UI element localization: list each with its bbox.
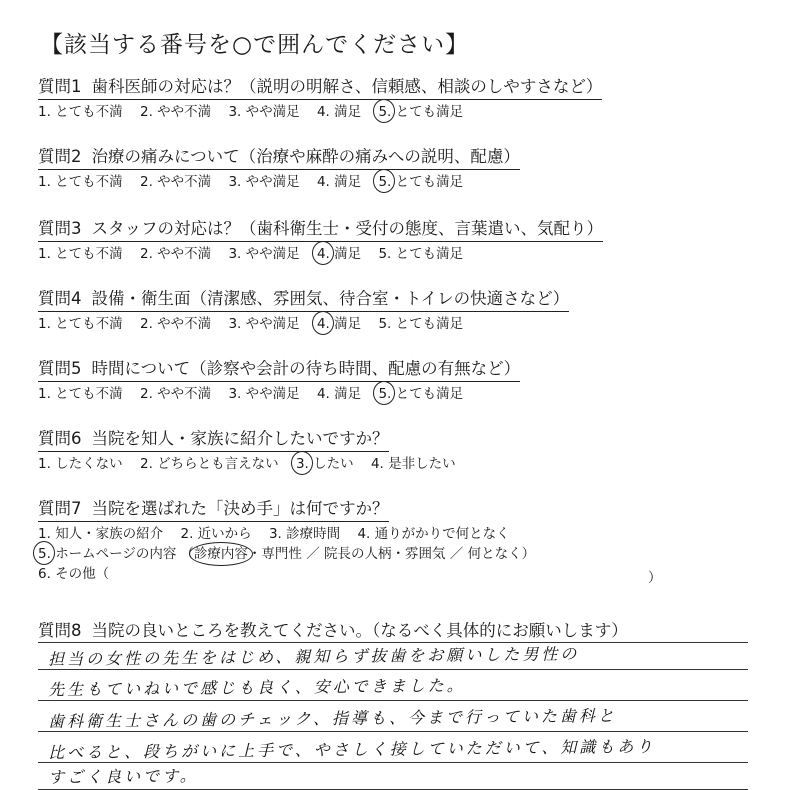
options-row	[38, 172, 738, 192]
question-number: 質問8	[38, 621, 82, 640]
option-1[interactable]: 1. したくない	[38, 456, 123, 472]
question-number: 質問4	[38, 289, 82, 308]
question-text: 歯科医師の対応は？（説明の明解さ、信頼感、相談のしやすさなど）	[91, 77, 603, 96]
option-4[interactable]: 4. 満足	[316, 104, 362, 120]
question-heading	[38, 76, 602, 100]
option-1[interactable]: 1. とても不満	[38, 174, 123, 190]
option-5[interactable]: 5. とても満足	[378, 316, 464, 332]
question-1	[38, 76, 738, 122]
option-2[interactable]: 2. どちらとも言えない	[139, 456, 279, 472]
option-3[interactable]: 3. 診療時間	[268, 526, 341, 542]
option-4[interactable]: 4. 満足	[316, 174, 362, 190]
question-number: 質問2	[38, 147, 82, 166]
options-row	[38, 454, 738, 474]
question-heading	[38, 218, 603, 242]
options-row-2	[38, 544, 738, 564]
handwriting-line: 比べると、段ちがいに上手で、やさしく接していただいて、知識もあり	[47, 736, 656, 763]
question-number: 質問7	[38, 499, 82, 518]
question-2	[38, 146, 738, 192]
question-3	[38, 218, 738, 264]
option-3[interactable]: 3. やや満足	[228, 386, 300, 402]
options-row	[38, 384, 738, 404]
option-1[interactable]: 1. とても不満	[38, 104, 123, 120]
options-row	[38, 244, 738, 264]
question-number: 質問6	[38, 429, 82, 448]
option-2[interactable]: 2. やや不満	[139, 316, 212, 332]
option-1[interactable]: 1. 知人・家族の紹介	[38, 526, 164, 542]
question-number: 質問1	[38, 77, 82, 96]
question-8	[38, 620, 738, 643]
options-row	[38, 102, 738, 122]
handwriting-line: 先生もていねいで感じも良く、安心できました。	[47, 675, 466, 700]
question-text: 時間について（診察や会計の待ち時間、配慮の有無など）	[91, 359, 521, 378]
handwriting-line: すごく良いです。	[47, 766, 199, 787]
option-2[interactable]: 2. やや不満	[139, 386, 212, 402]
option-4-selected[interactable]: 4. 満足	[316, 246, 362, 262]
option-1[interactable]: 1. とても不満	[38, 316, 123, 332]
option-4[interactable]: 4. 是非したい	[370, 456, 456, 472]
options-row-1	[38, 524, 738, 544]
question-text: 当院を選ばれた「決め手」は何ですか？	[91, 499, 389, 518]
question-heading	[38, 358, 520, 382]
free-text-answer[interactable]	[38, 644, 748, 790]
question-text: 設備・衛生面（清潔感、雰囲気、待合室・トイレの快適さなど）	[91, 289, 570, 308]
question-5	[38, 358, 738, 404]
answer-line	[38, 763, 748, 790]
option-5-selected[interactable]: 5. とても満足	[378, 386, 464, 402]
question-heading	[38, 288, 569, 312]
question-4	[38, 288, 738, 334]
question-number: 質問3	[38, 219, 82, 238]
option-3[interactable]: 3. やや満足	[228, 104, 300, 120]
answer-line	[38, 701, 748, 732]
option-4[interactable]: 4. 満足	[316, 386, 362, 402]
question-heading	[38, 146, 520, 170]
answer-line	[38, 642, 748, 670]
option-3[interactable]: 3. やや満足	[228, 174, 300, 190]
question-text: 当院を知人・家族に紹介したいですか？	[91, 429, 389, 448]
option-6-other[interactable]: 6. その他（	[38, 566, 110, 582]
question-number: 質問5	[38, 359, 82, 378]
answer-line	[38, 670, 748, 701]
option-5-selected[interactable]: 5. とても満足	[378, 174, 464, 190]
option-3[interactable]: 3. やや満足	[228, 246, 300, 262]
paren-open: （	[180, 546, 194, 562]
question-6	[38, 428, 738, 474]
option-5-selected[interactable]: 5. ホームページの内容	[38, 546, 177, 562]
handwriting-line: 歯科衛生士さんの歯のチェック、指導も、今まで行っていた歯科と	[47, 706, 617, 731]
question-text: スタッフの対応は？（歯科衛生士・受付の態度、言葉遣い、気配り）	[91, 219, 603, 238]
question-text: 当院の良いところを教えてください。（なるべく具体的にお願いします）	[91, 621, 628, 640]
page-title: 【該当する番号を○で囲んでください】	[40, 32, 470, 58]
sub-options-rest: ・専門性 ／ 院長の人柄・雰囲気 ／ 何となく）	[247, 546, 536, 562]
answer-line	[38, 732, 748, 763]
options-row	[38, 314, 738, 334]
option-2[interactable]: 2. やや不満	[139, 246, 212, 262]
option-2[interactable]: 2. やや不満	[139, 104, 212, 120]
question-heading	[38, 498, 389, 522]
option-5-selected[interactable]: 5. とても満足	[378, 104, 464, 120]
paren-close: ）	[648, 570, 662, 586]
option-3-selected[interactable]: 3. したい	[295, 456, 354, 472]
question-heading	[38, 620, 628, 643]
option-4-selected[interactable]: 4. 満足	[316, 316, 362, 332]
handwriting-line: 担当の女性の先生をはじめ、親知らず抜歯をお願いした男性の	[47, 644, 580, 669]
options-row-3	[38, 564, 738, 584]
option-2[interactable]: 2. 近いから	[180, 526, 252, 542]
question-7	[38, 498, 738, 584]
question-heading	[38, 428, 389, 452]
question-text: 治療の痛みについて（治療や麻酔の痛みへの説明、配慮）	[91, 147, 520, 166]
option-5[interactable]: 5. とても満足	[378, 246, 464, 262]
option-4[interactable]: 4. 通りがかりで何となく	[357, 526, 510, 542]
option-3[interactable]: 3. やや満足	[228, 316, 300, 332]
option-2[interactable]: 2. やや不満	[139, 174, 212, 190]
sub-option-selected[interactable]: 診療内容	[193, 546, 248, 562]
option-1[interactable]: 1. とても不満	[38, 246, 123, 262]
option-1[interactable]: 1. とても不満	[38, 386, 123, 402]
